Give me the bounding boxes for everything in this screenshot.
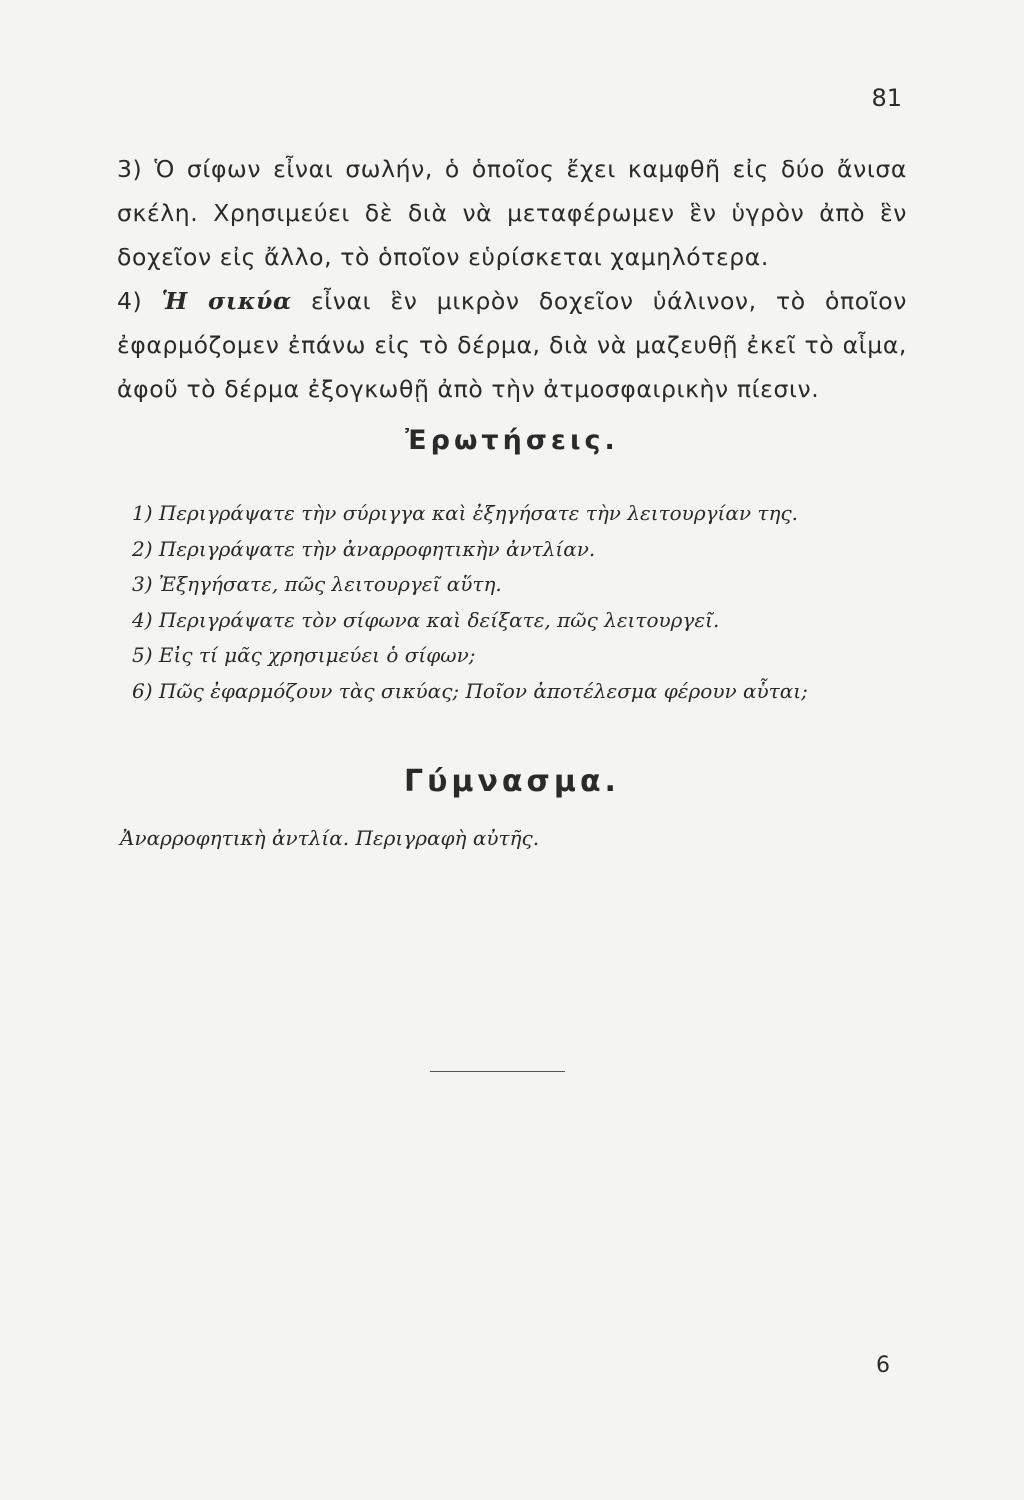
exercise-text: Ἀναρροφητικὴ ἀντλία. Περιγραφὴ αὐτῆς. (120, 826, 540, 850)
paragraph-siphon: 3) Ὁ σίφων εἶναι σωλήν, ὁ ὁποῖος ἔχει καμφθῆ εἰς δύο ἄνισα σκέλη. Χρησιμεύει δὲ διὰ νὰ μεταφέρωμεν ἓν ὑγρὸν ἀπὸ ἓν δοχεῖον εἰς ἄλλο, τὸ ὁποῖον εὑρίσκεται χαμηλότερα. (117, 155, 907, 271)
question-item: 3) Ἐξηγήσατε, πῶς λειτουργεῖ αὕτη. (132, 572, 502, 596)
exercise-heading: Γύμνασμα. (404, 764, 620, 799)
paragraph-prefix: 4) (117, 287, 162, 315)
question-item: 6) Πῶς ἐφαρμόζουν τὰς σικύας; Ποῖον ἀποτέλεσμα φέρουν αὗται; (132, 678, 808, 703)
questions-heading: Ἐρωτήσεις. (405, 425, 619, 456)
body-text (117, 147, 907, 411)
page-number: 81 (871, 84, 902, 112)
questions-list (132, 496, 942, 709)
question-item: 5) Εἰς τί μᾶς χρησιμεύει ὁ σίφων; (132, 643, 476, 667)
paragraph-text: εἶναι ἓν μικρὸν δοχεῖον ὑάλινον, τὸ ὁποῖον ἐφαρμόζομεν ἐπάνω εἰς τὸ δέρμα, διὰ νὰ μαζευθῇ ἐκεῖ τὸ αἷμα, ἀφοῦ τὸ δέρμα ἐξογκωθῇ ἀπὸ τὴν ἀτμοσφαιρικὴν πίεσιν. (117, 287, 908, 403)
divider-rule (430, 1071, 565, 1072)
paragraph-cupping-glass (117, 279, 907, 411)
question-item: 2) Περιγράψατε τὴν ἀναρροφητικὴν ἀντλίαν. (132, 536, 596, 561)
signature-mark: 6 (876, 1353, 890, 1378)
question-item: 1) Περιγράψατε τὴν σύριγγα καὶ ἐξηγήσατε τὴν λειτουργίαν της. (132, 501, 799, 525)
defined-term: Ἡ σικύα (161, 287, 292, 315)
question-item: 4) Περιγράψατε τὸν σίφωνα καὶ δείξατε, πῶς λειτουργεῖ. (132, 607, 720, 632)
